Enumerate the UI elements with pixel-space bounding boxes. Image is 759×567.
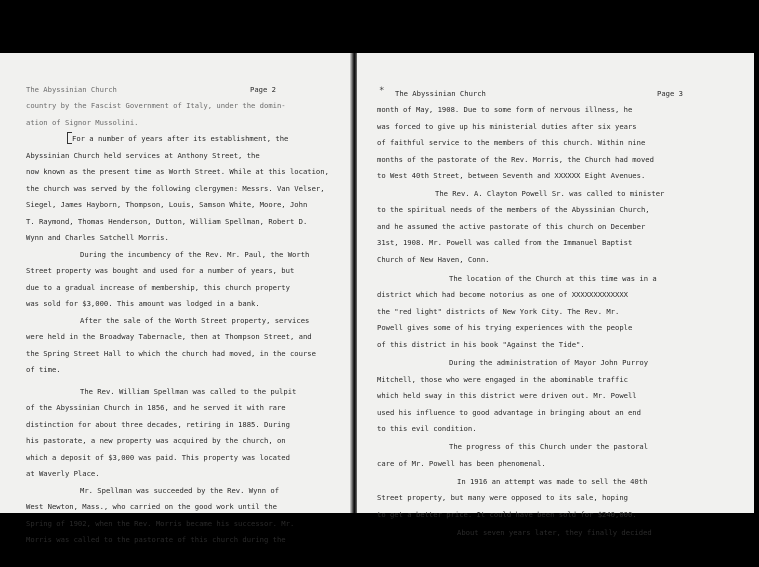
text-line: to the spiritual needs of the members of the Abyssinian Church, [377,205,650,214]
text-line: which a deposit of $3,000 was paid. This property was located [26,453,290,462]
text-line: Morris was called to the pastorate of this church during the [26,535,286,544]
text-line: country by the Fascist Government of Italy, under the domin- [26,101,286,110]
right-header-title: The Abyssinian Church [395,89,486,98]
text-line: In 1916 an attempt was made to sell the 40th [457,477,648,486]
left-header-title: The Abyssinian Church [26,85,117,94]
text-line: of time. [26,365,61,374]
left-header-page: Page 2 [250,85,276,94]
text-line: and he assumed the active pastorate of this church on December [377,222,646,231]
text-line: was sold for $3,000. This amount was lodged in a bank. [26,299,260,308]
text-line: district which had become notorius as one of XXXXXXXXXXXXX [377,290,628,299]
right-page [357,53,754,537]
text-line: Street property, but many were opposed to its sale, hoping [377,493,628,502]
text-line: The progress of this Church under the pastoral [449,442,649,451]
text-line: Street property was bought and used for a number of years, but [26,266,295,275]
text-line: About seven years later, they finally decided [457,528,652,537]
text-line: to West 40th Street, between Seventh and XXXXXX Eight Avenues. [377,171,646,180]
text-line: The Rev. A. Clayton Powell Sr. was called to minister [435,189,665,198]
text-line: After the sale of the Worth Street property, services [80,316,310,325]
text-line: Mitchell, those who were engaged in the abominable traffic [377,375,628,384]
text-line: 31st, 1908. Mr. Powell was called from the Immanuel Baptist [377,238,633,247]
text-line: Wynn and Charles Satchell Morris. [26,233,169,242]
text-line: which held sway in this district were driven out. Mr. Powell [377,391,637,400]
text-line: care of Mr. Powell has been phenomenal. [377,459,546,468]
text-line: Abyssinian Church held services at Anthony Street, the [26,151,260,160]
text-line: The Rev. William Spellman was called to the pulpit [80,387,297,396]
text-line: Mr. Spellman was succeeded by the Rev. Wynn of [80,486,280,495]
text-line: used his influence to good advantage in bringing about an end [377,408,641,417]
text-line: were held in the Broadway Tabernacle, then at Thompson Street, and [26,332,312,341]
text-line: West Newton, Mass., who carried on the good work until the [26,502,277,511]
text-line: months of the pastorate of the Rev. Morris, the Church had moved [377,155,654,164]
text-line: The location of the Church at this time was in a [449,274,657,283]
text-line: Powell gives some of his trying experiences with the people [377,323,633,332]
text-line: Spring of 1902, when the Rev. Morris became his successor. Mr. [26,519,295,528]
text-line: distinction for about three decades, retiring in 1885. During [26,420,290,429]
text-line: of the Abyssinian Church in 1856, and he served it with rare [26,403,286,412]
text-line: the "red light" districts of New York City. The Rev. Mr. [377,307,620,316]
text-line: his pastorate, a new property was acquired by the church, on [26,436,286,445]
text-line: due to a gradual increase of membership, this church property [26,283,290,292]
text-line: the Spring Street Hall to which the church had moved, in the course [26,349,316,358]
text-line: During the administration of Mayor John Purroy [449,358,649,367]
text-line: to this evil condition. [377,424,477,433]
text-line: ation of Signor Mussolini. [26,118,139,127]
text-line: was forced to give up his ministerial duties after six years [377,122,637,131]
text-line: During the incumbency of the Rev. Mr. Paul, the Worth [80,250,310,259]
left-page [0,53,354,544]
text-line: T. Raymond, Thomas Henderson, Dutton, William Spellman, Robert D. [26,217,308,226]
text-line: to get a better price. It could have been sold for $240,000. [377,510,637,519]
margin-mark: * [379,86,385,96]
text-line: now known as the present time as Worth Street. While at this location, [26,167,329,176]
text-line: month of May, 1908. Due to some form of nervous illness, he [377,105,633,114]
text-line: at Waverly Place. [26,469,100,478]
text-line: the church was served by the following clergymen: Messrs. Van Velser, [26,184,325,193]
text-line: Church of New Haven, Conn. [377,255,490,264]
text-line: Siegel, James Hayborn, Thompson, Louis, Samson White, Moore, John [26,200,308,209]
right-header-page: Page 3 [657,89,683,98]
text-line: of this district in his book "Against the Tide". [377,340,585,349]
text-line: of faithful service to the members of this church. Within nine [377,138,646,147]
text-line: For a number of years after its establishment, the [72,134,289,143]
